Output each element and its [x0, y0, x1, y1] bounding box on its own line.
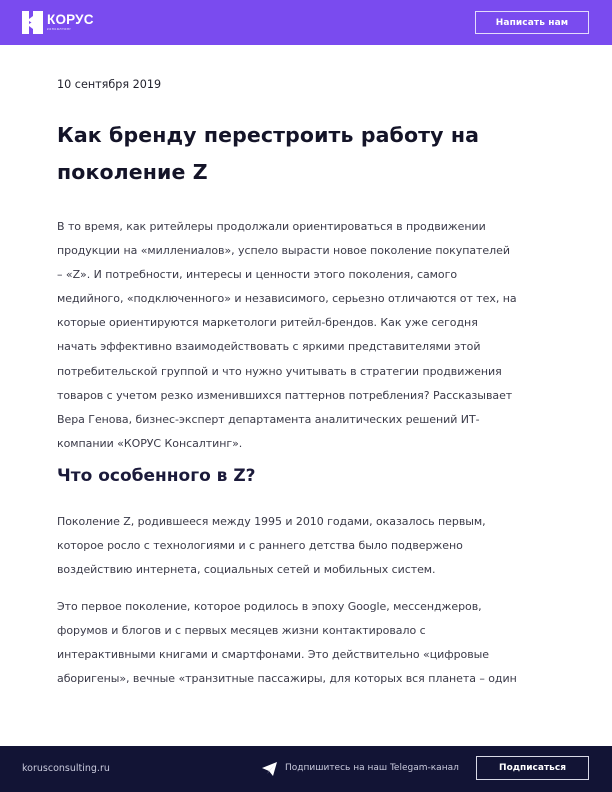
text-line: Вера Генова, бизнес-эксперт департамента аналитических решений ИТ- [57, 412, 480, 426]
top-header [0, 0, 612, 45]
text-line: продукции на «миллениалов», успело вырасти новое поколение покупателей [57, 244, 510, 258]
korus-logo-icon [22, 11, 43, 34]
text-line: товаров с учетом резко изменившихся паттернов потребления? Рассказывает [57, 388, 513, 402]
telegram-subscribe-text[interactable]: Подпишитесь на наш Telegam-канал [285, 763, 459, 773]
section-paragraph-2 [57, 595, 567, 691]
section-paragraph-1 [57, 510, 567, 582]
text-line: медийного, «подключенного» и независимого, серьезно отличаются от тех, на [57, 292, 517, 306]
text-line: интерактивными книгами и смартфонами. Это действительно «цифровые [57, 648, 490, 662]
text-line: начать эффективно взаимодействовать с яркими представителями этой [57, 340, 481, 354]
text-line: которые ориентируются маркетологи ритейл-брендов. Как уже сегодня [57, 316, 478, 330]
title-line: Как бренду перестроить работу на [57, 123, 480, 147]
article-title [57, 117, 557, 191]
write-us-button[interactable]: Написать нам [475, 11, 589, 34]
text-line: потребительской группой и что нужно учитывать в стратегии продвижения [57, 364, 502, 378]
subscribe-button[interactable]: Подписаться [476, 756, 589, 780]
logo-name: КОРУС [47, 12, 94, 27]
text-line: компании «КОРУС Консалтинг». [57, 436, 243, 450]
text-line: Поколение Z, родившееся между 1995 и 2010 годами, оказалось первым, [57, 515, 486, 528]
footer-bar [0, 746, 612, 792]
text-line: – «Z». И потребности, интересы и ценности этого поколения, самого [57, 268, 458, 282]
telegram-icon[interactable] [262, 762, 277, 776]
site-link[interactable]: korusconsulting.ru [22, 763, 110, 774]
text-line: В то время, как ритейлеры продолжали ориентироваться в продвижении [57, 220, 486, 233]
logo-subtitle: консалтинг [47, 27, 72, 31]
text-line: воздействию интернета, социальных сетей и мобильных систем. [57, 563, 436, 577]
text-line: Это первое поколение, которое родилось в эпоху Google, мессенджеров, [57, 600, 482, 613]
intro-paragraph [57, 215, 567, 456]
article-date: 10 сентября 2019 [57, 78, 162, 91]
text-line: аборигены», вечные «транзитные пассажиры, для которых вся планета – один [57, 672, 517, 686]
korus-logo[interactable] [22, 11, 94, 34]
title-line: поколение Z [57, 160, 208, 184]
text-line: которое росло с технологиями и с раннего детства было подвержено [57, 539, 463, 553]
text-line: форумов и блогов и с первых месяцев жизни контактировало с [57, 624, 426, 638]
section-heading: Что особенного в Z? [57, 466, 256, 486]
